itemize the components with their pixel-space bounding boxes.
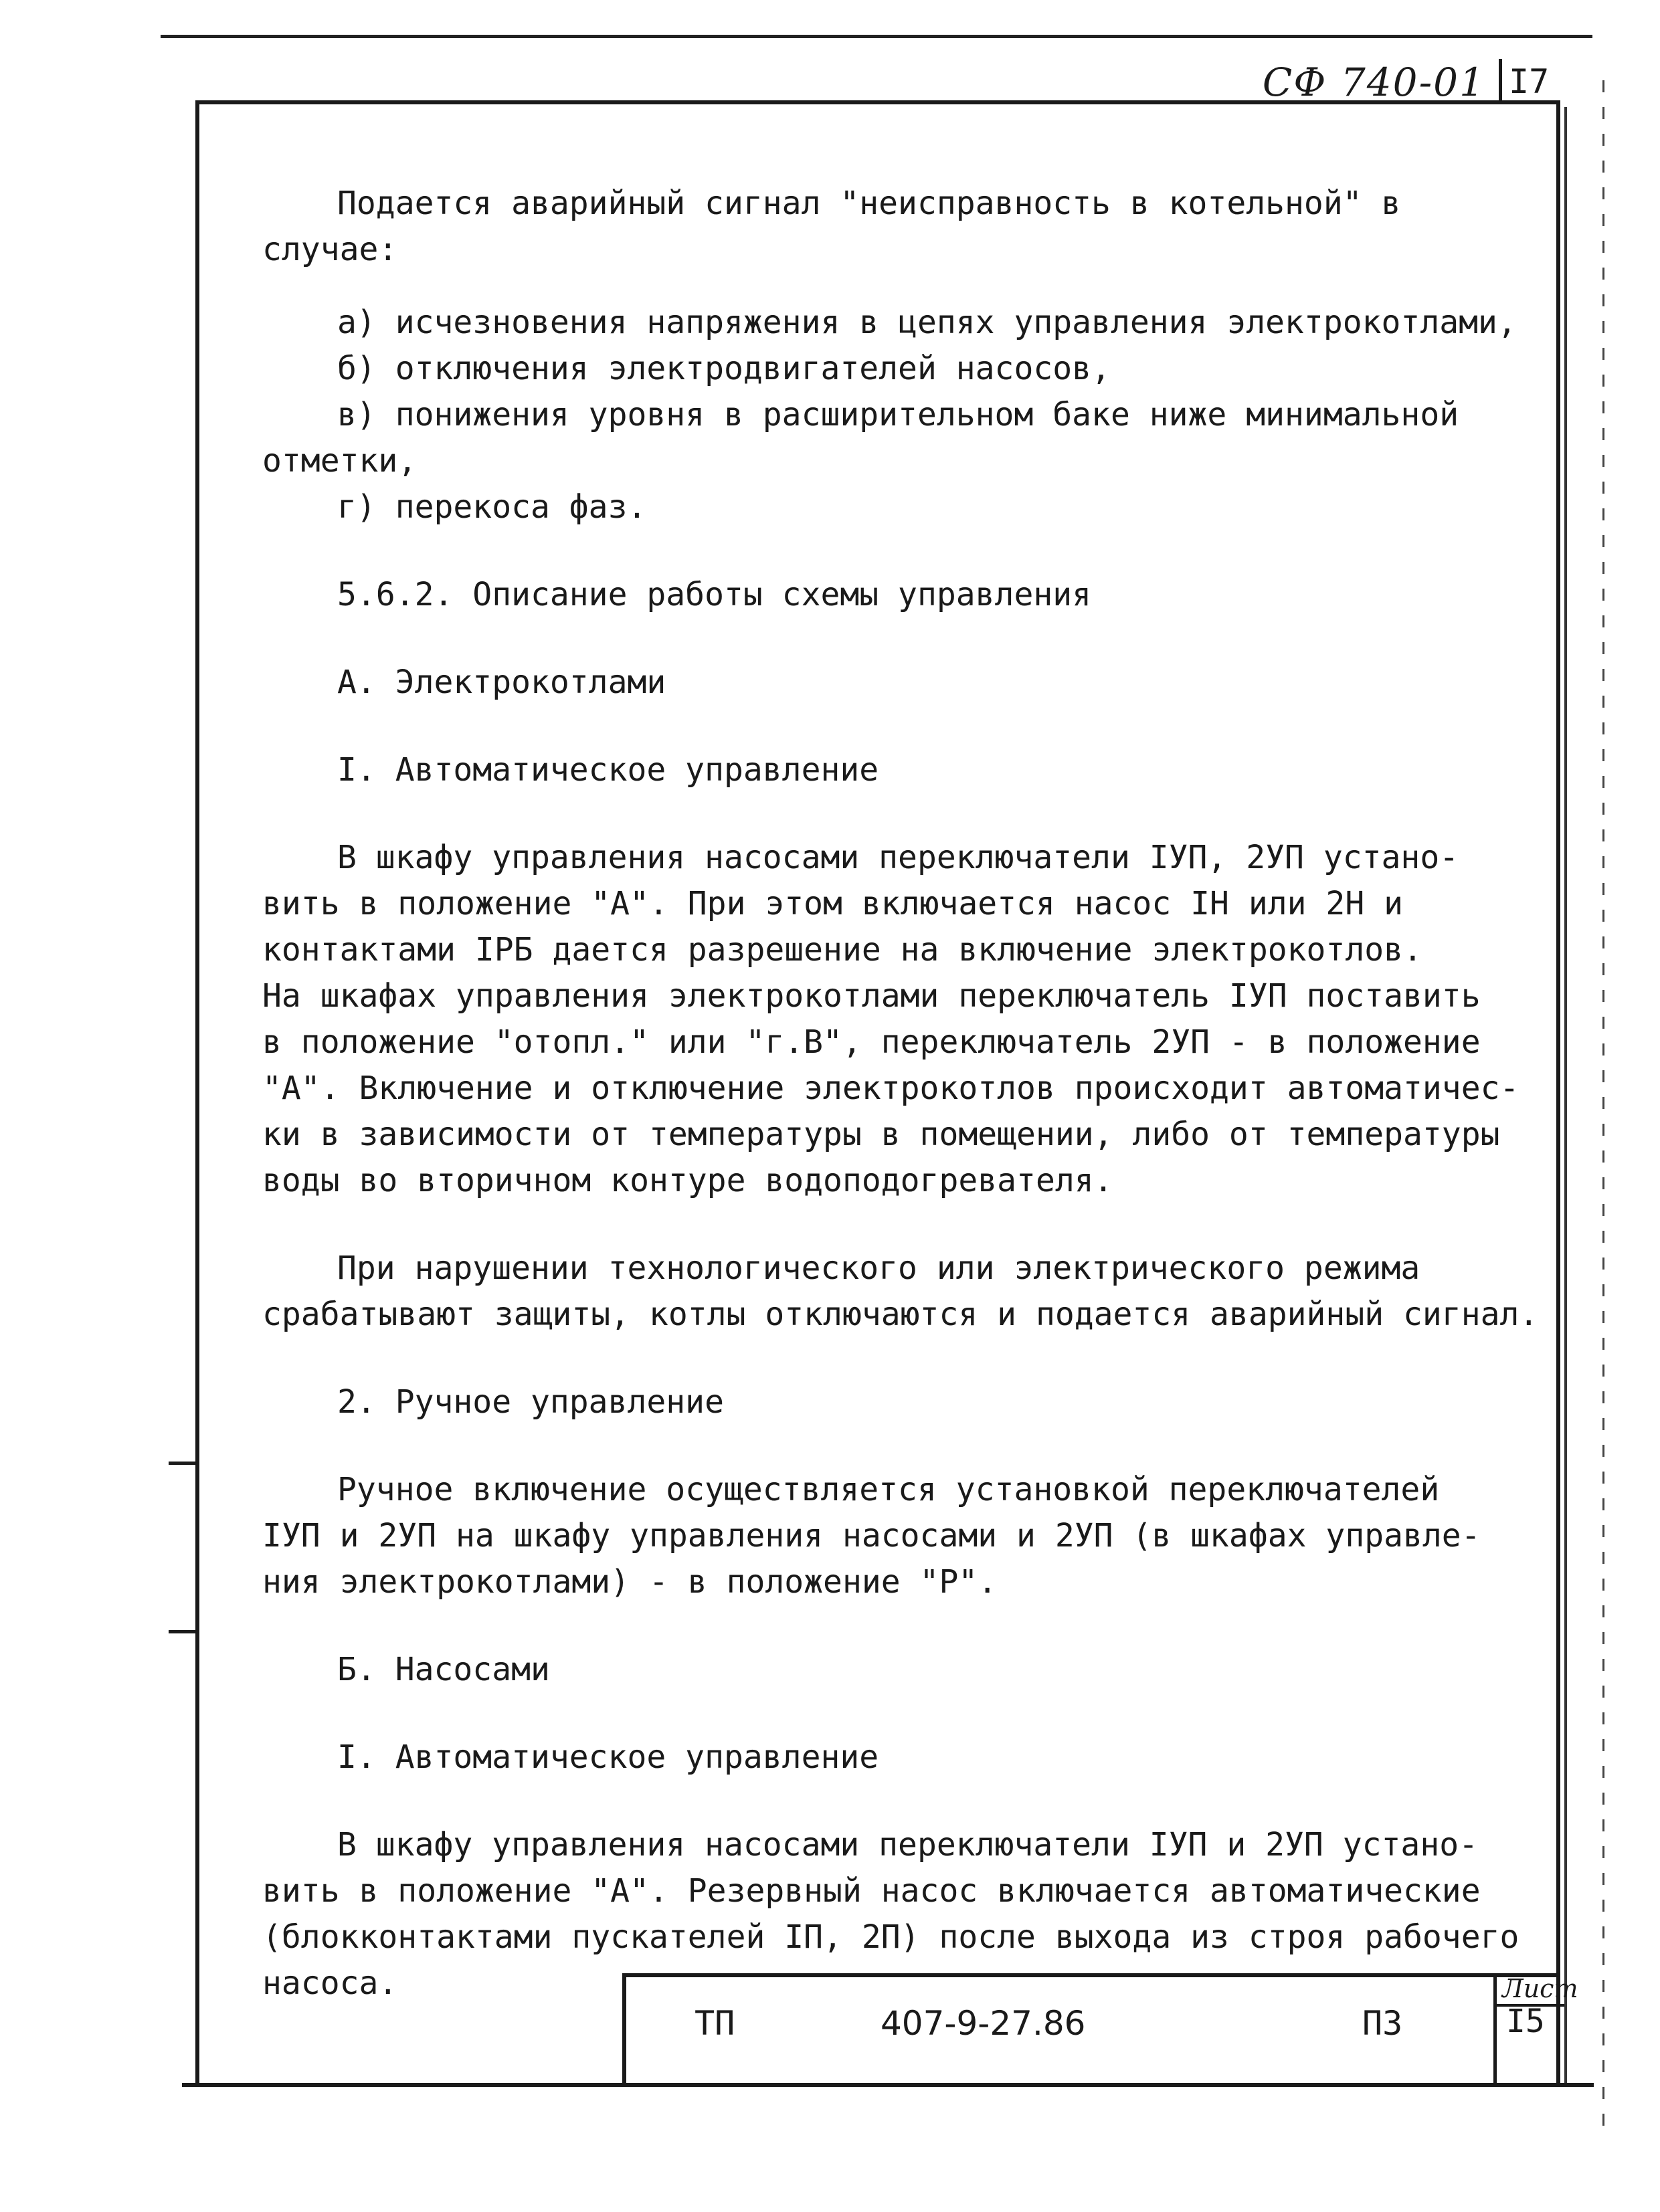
doc-code-handwritten: СФ 740-01 [1262,60,1485,105]
para4-line: Ручное включение осуществляется установкой переключателей [337,1471,1440,1508]
para5-line: В шкафу управления насосами переключатели IУП и 2УП устано- [337,1826,1479,1864]
sheet-number: I5 [1506,2003,1545,2040]
right-scan-artifact [1602,80,1604,2140]
title-block-doc-type: ПЗ [1362,2004,1403,2043]
subheading-a2: 2. Ручное управление [337,1383,724,1421]
section-heading-a: А. Электрокотлами [337,664,666,701]
list-item-g: г) перекоса фаз. [337,488,647,526]
para2-line: вить в положение "А". При этом включается насос IН или 2Н и [262,885,1404,922]
para5-line: (блокконтактами пускателей IП, 2П) после выхода из строя рабочего [262,1918,1519,1956]
para2-line: В шкафу управления насосами переключатели IУП, 2УП устано- [337,839,1459,876]
para4-line: ния электрокотлами) - в положение "Р". [262,1563,998,1601]
page-number-top: I7 [1499,59,1560,104]
right-border-line [1564,107,1567,2087]
para1-line1: Подается аварийный сигнал "неисправность в котельной" в [337,185,1401,222]
section-heading-b: Б. Насосами [337,1651,550,1688]
list-item-v: в) понижения уровня в расширительном баке ниже минимальной [337,396,1459,433]
para1-line2: случае: [262,231,398,268]
title-block [622,1973,1578,2087]
para2-line: "А". Включение и отключение электрокотлов происходит автоматичес- [262,1070,1519,1107]
list-item-v-cont: отметки, [262,442,418,480]
para3-line: При нарушении технологического или электрического режима [337,1249,1420,1287]
para5-line: вить в положение "А". Резервный насос включается автоматические [262,1872,1481,1910]
para4-line: IУП и 2УП на шкафу управления насосами и 2УП (в шкафах управле- [262,1517,1481,1554]
document-body [262,181,1547,2007]
subheading-b1: I. Автоматическое управление [337,1738,879,1776]
para2-line: в положение "отопл." или "г.В", переключатель 2УП - в положение [262,1023,1481,1061]
left-margin-tick [169,1630,198,1633]
para5-line: насоса. [262,1965,398,2002]
list-item-b: б) отключения электродвигателей насосов, [337,350,1111,387]
para2-line: ки в зависимости от температуры в помещении, либо от температуры [262,1116,1500,1153]
sheet-label: Лист [1502,1974,1578,2003]
para3-line: срабатывают защиты, котлы отключаются и подается аварийный сигнал. [262,1296,1539,1333]
top-rule [161,35,1592,38]
section-heading-562: 5.6.2. Описание работы схемы управления [337,576,1092,613]
subheading-a1: I. Автоматическое управление [337,751,879,789]
sheet-number-box [1493,1973,1578,2087]
list-item-a: а) исчезновения напряжения в цепях управления электрокотлами, [337,304,1517,341]
title-block-doc-number: 407-9-27.86 [881,2004,1086,2043]
para2-line: контактами IРБ дается разрешение на включение электрокотлов. [262,931,1422,969]
title-block-tp: ТП [695,2004,735,2043]
para2-line: воды во вторичном контуре водоподогревателя. [262,1162,1113,1199]
para2-line: На шкафах управления электрокотлами переключатель IУП поставить [262,977,1481,1015]
left-margin-tick [169,1462,198,1465]
bottom-rule [182,2083,1594,2087]
